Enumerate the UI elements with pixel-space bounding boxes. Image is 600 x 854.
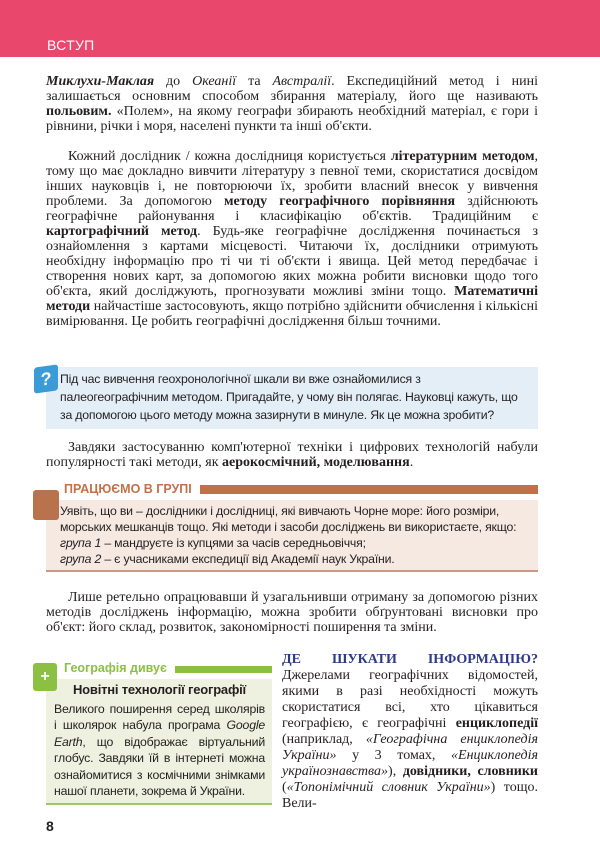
geo-box-divider bbox=[175, 666, 272, 673]
text: . bbox=[409, 455, 414, 470]
question-text: Під час вивчення геохронологічної шкали ви вже ознайомилися з палеогеографічним методом. Пригадайте, у чому він полягає. Науковці кажуть, що за допомогою цього методу можна зазирнути в минуле. Як це можна зробити? bbox=[60, 372, 518, 422]
text: «Полем», на якому географи збирають необхідний матеріал, є гори і рівнини, річки і моря, населені пункти та інші об'єкти. bbox=[46, 104, 538, 134]
text: Лише ретельно опрацювавши й узагальнивши отриману за допомогою різних методів досліджень інформацію, можна зробити обґрунтовані висновки про об'єкт: його склад, розвиток, закономірності поширення та зміни. bbox=[46, 590, 538, 635]
text: . Будь-яке географічне дослідження починається з ознайомлення з картами місцевості. Читаючи їх, дослідники отримують необхідну інформацію про ті чи ті об'єкти і явища. Цей метод передбачає і створення нових карт, за допомогою яких можна робити висновки щодо того об'єкта, який досліджують, прогнозувати можливі зміни тощо. bbox=[46, 224, 538, 299]
paragraph bbox=[46, 440, 538, 470]
text: ) тощо. Вели- bbox=[282, 780, 538, 811]
text: ( bbox=[282, 780, 287, 795]
emphasized-text: Австралії bbox=[272, 74, 332, 89]
text: у 3 томах, bbox=[336, 748, 452, 763]
section-title: ВСТУП bbox=[47, 37, 95, 53]
text: Великого поширення серед школярів і школярок набула програма bbox=[54, 701, 265, 732]
text: Кожний дослідник / кожна дослідниця користується bbox=[68, 149, 391, 164]
geo-box-icon: + bbox=[33, 663, 57, 691]
emphasized-text: «Географічна енциклопедія України» bbox=[282, 732, 538, 763]
group-work-box bbox=[46, 500, 538, 572]
paragraph bbox=[46, 149, 538, 329]
paragraph bbox=[46, 74, 538, 134]
text: Джерелами географічних відомостей, якими в разі необхідності можуть скористатися всі, хто цікавиться географією, є географічні bbox=[282, 668, 538, 731]
emphasized-text: «Топонімічний словник України» bbox=[286, 780, 491, 795]
emphasized-text: енциклопедії bbox=[455, 716, 538, 731]
text: (наприклад, bbox=[282, 732, 366, 747]
emphasized-text: літературним методом bbox=[390, 149, 535, 164]
question-box bbox=[46, 367, 538, 429]
emphasized-text: Математичні методи bbox=[46, 284, 538, 314]
emphasized-text: довідники, словники bbox=[402, 764, 538, 779]
group-task: – мандруєте із купцями за часів середньовіччя; bbox=[101, 536, 366, 550]
emphasized-text: аерокосмічний, моделювання bbox=[222, 455, 410, 470]
group-work-icon bbox=[33, 490, 59, 520]
emphasized-text: польовим. bbox=[46, 104, 112, 119]
geo-box-text bbox=[54, 701, 265, 800]
text: , що відображає віртуальний глобус. Завдяки їй в інтернеті можна ознайомитися з космічними знімками нашої планети, зокрема й України. bbox=[54, 734, 265, 798]
text-emphasis: Google Earth bbox=[54, 718, 265, 749]
geo-box-title: Географія дивує bbox=[64, 661, 167, 675]
geo-fact-box bbox=[46, 679, 272, 805]
page-number: 8 bbox=[46, 818, 54, 834]
emphasized-text: Океанії bbox=[192, 74, 237, 89]
group-label: група 1 bbox=[60, 536, 102, 550]
emphasized-text: ДЕ ШУКАТИ ІНФОРМАЦІЮ? bbox=[282, 652, 538, 667]
info-sources-paragraph bbox=[282, 652, 538, 812]
group-work-title: ПРАЦЮЄМО В ГРУПІ bbox=[64, 482, 192, 496]
emphasized-text: Миклухи-Маклая bbox=[46, 74, 155, 89]
text: та bbox=[236, 74, 273, 89]
group-work-divider bbox=[200, 485, 538, 494]
text: Завдяки застосуванню комп'ютерної техніки і цифрових технологій набули популярності такі методи, як bbox=[46, 440, 538, 470]
text: до bbox=[154, 74, 193, 89]
paragraph bbox=[46, 590, 538, 635]
group-label: група 2 bbox=[60, 552, 102, 566]
section-header bbox=[0, 0, 600, 57]
geo-box-heading: Новітні технології географії bbox=[72, 682, 247, 697]
question-icon: ? bbox=[34, 364, 58, 393]
emphasized-text: «Енциклопедія українознавства» bbox=[282, 748, 538, 779]
text: . Експедиційний метод і нині залишається основним способом збирання матеріалу, його ще називають bbox=[46, 74, 538, 104]
text: найчастіше застосовують, якщо потрібно здійснити обчислення і кількісні вимірювання. Це робить географічні дослідження більш точними. bbox=[46, 299, 538, 329]
emphasized-text: методу географічного порівняння bbox=[224, 194, 456, 209]
text: здійснюють географічне районування і класифікацію об'єктів. Традиційним є bbox=[46, 194, 538, 224]
group-task: – є учасниками експедиції від Академії наук України. bbox=[101, 552, 395, 566]
emphasized-text: картографічний метод bbox=[46, 224, 198, 239]
text: ), bbox=[388, 764, 403, 779]
text: , тому що має докладно вивчити літературу з певної теми, скористатися досвідом інших науковців і, не повторюючи їх, зробити власний внесок у вивчення проблеми. За допомогою bbox=[46, 149, 539, 209]
group-work-intro: Уявіть, що ви – дослідники і дослідниці, які вивчають Чорне море: його розміри, морських мешканців тощо. Які методи і засоби досліджень ви використаєте, якщо: bbox=[60, 504, 517, 534]
